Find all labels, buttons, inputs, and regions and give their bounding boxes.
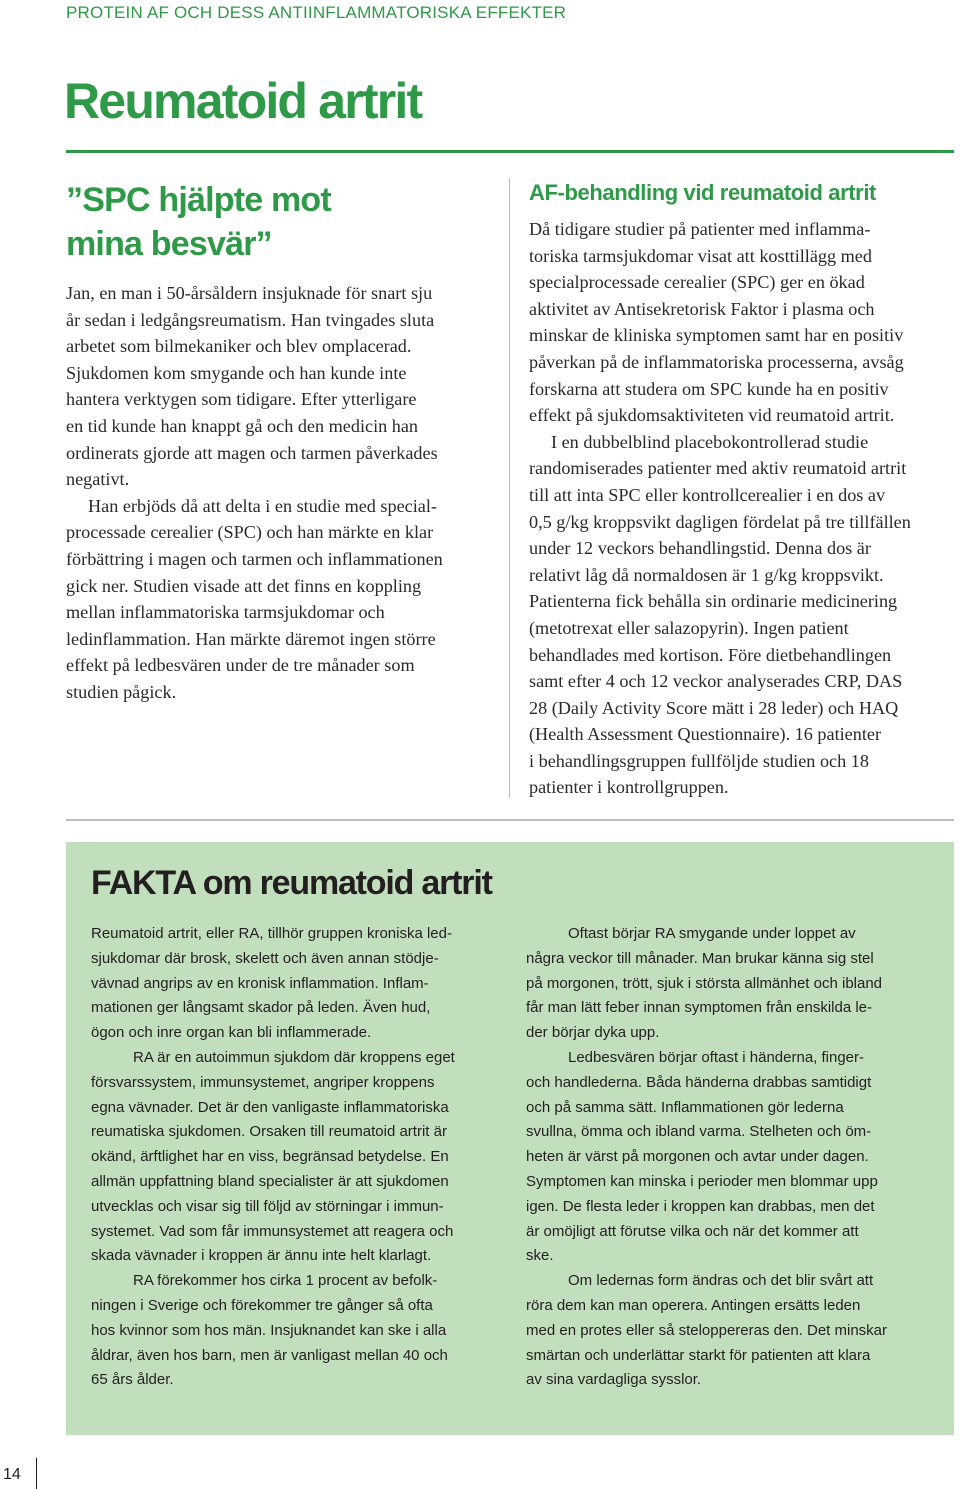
text-line: mationen ger långsamt skador på leden. Även hud,	[91, 999, 431, 1017]
af-heading: AF-behandling vid reumatoid artrit	[529, 180, 876, 205]
text-line: Symptomen kan minska i perioder men blommar upp	[526, 1172, 878, 1190]
text-line: på morgonen, trött, sjuk i största allmänhet och ibland	[526, 974, 883, 992]
quote-paragraph-1	[66, 280, 496, 493]
text-line: svullna, ömma och ibland varma. Stelheten och öm-	[526, 1123, 872, 1141]
text-line: försvarssystem, immunsystemet, angriper kroppens	[91, 1073, 435, 1091]
text-line: 0,5 g/kg kroppsvikt dagligen fördelat på tre tillfällen	[529, 511, 911, 532]
text-line: får man lätt feber innan symptomen från enskilda le-	[526, 999, 873, 1017]
text-line: Jan, en man i 50-årsåldern insjuknade för snart sju	[66, 283, 433, 303]
text-line: förbättring i magen och tarmen och inflammationen	[66, 548, 443, 569]
af-paragraph-1	[529, 216, 954, 429]
text-line: egna vävnader. Det är den vanligaste inflammatoriska	[91, 1098, 449, 1116]
text-line: relativt låg då normaldosen är 1 g/kg kroppsvikt.	[529, 564, 884, 585]
text-line: gick ner. Studien visade att det finns en koppling	[66, 575, 422, 596]
text-line: ske.	[526, 1247, 554, 1265]
text-line: till att inta SPC eller kontrollcerealier i en dos av	[529, 484, 886, 505]
text-line: (Health Assessment Questionnaire). 16 patienter	[529, 724, 882, 745]
text-line: en tid kunde han knappt gå och den medicin han	[66, 415, 419, 436]
text-line: allmän uppfattning bland specialister är att sjukdomen	[91, 1172, 449, 1190]
quote-column	[66, 178, 496, 706]
text-line: Då tidigare studier på patienter med inflamma-	[529, 219, 871, 239]
text-line: negativt.	[66, 469, 130, 490]
section-rule	[66, 819, 954, 821]
text-line: processade cerealier (SPC) och han märkte en klar	[66, 522, 434, 543]
text-line: mellan inflammatoriska tarmsjukdomar och	[66, 602, 385, 623]
text-line: heten är värst på morgonen och avtar under dagen.	[526, 1148, 869, 1166]
text-line: randomiserades patienter med aktiv reumatoid artrit	[529, 458, 907, 479]
title-rule	[66, 150, 954, 153]
text-line: effekt på sjukdomsaktiviteten vid reumatoid artrit.	[529, 405, 895, 426]
text-line: av sina vardagliga sysslor.	[526, 1371, 702, 1389]
text-line: 28 (Daily Activity Score mätt i 28 leder) och HAQ	[529, 697, 899, 718]
text-line: hantera verktygen som tidigare. Efter ytterligare	[66, 389, 417, 410]
fakta-paragraph	[526, 1269, 931, 1393]
text-line: Patienterna fick behålla sin ordinarie medicinering	[529, 591, 898, 612]
quote-body	[66, 280, 496, 706]
text-line: (metotrexat eller salazopyrin). Ingen patient	[529, 617, 849, 638]
text-line: Sjukdomen kom smygande och han kunde inte	[66, 362, 407, 383]
text-line: vävnad angrips av en kronisk inflammation. Inflam-	[91, 974, 429, 992]
text-line: behandlades med kortison. Före dietbehandlingen	[529, 644, 892, 665]
text-line: okänd, ärftlighet har en viss, begränsad betydelse. En	[91, 1148, 449, 1166]
text-line: Ledbesvären börjar oftast i händerna, finger-	[568, 1048, 865, 1066]
quote-paragraph-2	[66, 493, 496, 706]
quote-heading-line: ”SPC hjälpte mot	[66, 181, 331, 219]
text-line: i behandlingsgruppen fullföljde studien och 18	[529, 750, 869, 771]
text-line: år sedan i ledgångsreumatism. Han tvingades sluta	[66, 309, 435, 330]
text-line: Han erbjöds då att delta i en studie med special-	[88, 495, 437, 516]
text-line: ningen i Sverige och förekommer tre gånger så ofta	[91, 1296, 433, 1314]
text-line: och handlederna. Båda händerna drabbas samtidigt	[526, 1073, 872, 1091]
fakta-paragraph	[91, 1269, 501, 1393]
text-line: specialprocessade cerealier (SPC) ger en ökad	[529, 272, 865, 293]
text-line: RA är en autoimmun sjukdom där kroppens eget	[133, 1048, 455, 1066]
text-line: utvecklas och visar sig till följd av störningar i immun-	[91, 1197, 444, 1215]
text-line: Om ledernas form ändras och det blir svårt att	[568, 1272, 874, 1290]
text-line: 65 års ålder.	[91, 1371, 174, 1389]
text-line: reumatiska sjukdomen. Orsaken till reumatoid artrit är	[91, 1123, 447, 1141]
text-line: minskar de kliniska symptomen samt har en positiv	[529, 325, 904, 346]
text-line: aktivitet av Antisekretorisk Faktor i plasma och	[529, 298, 875, 319]
fakta-paragraph	[526, 922, 931, 1046]
text-line: effekt på ledbesvären under de tre månader som	[66, 655, 415, 676]
page-title: Reumatoid artrit	[64, 73, 422, 129]
text-line: I en dubbelblind placebokontrollerad studie	[551, 431, 869, 452]
text-line: igen. De flesta leder i kroppen kan drabbas, men det	[526, 1197, 875, 1215]
text-line: röra dem kan man operera. Antingen ersätts leden	[526, 1296, 861, 1314]
af-body	[529, 216, 954, 801]
text-line: åldrar, även hos barn, men är vanligast mellan 40 och	[91, 1346, 448, 1364]
fakta-paragraph	[91, 1046, 501, 1269]
fakta-paragraph	[526, 1046, 931, 1269]
fakta-left-column	[91, 922, 501, 1393]
text-line: patienter i kontrollgruppen.	[529, 777, 729, 798]
text-line: studien pågick.	[66, 681, 177, 702]
text-line: ledinflammation. Han märkte däremot ingen större	[66, 628, 436, 649]
text-line: och på samma sätt. Inflammationen gör lederna	[526, 1098, 844, 1116]
text-line: forskarna att studera om SPC kunde ha en positiv	[529, 378, 889, 399]
af-paragraph-2	[529, 429, 954, 801]
text-line: skada vävnader i kroppen är ännu inte helt klarlagt.	[91, 1247, 432, 1265]
text-line: sjukdomar där brosk, skelett och även annan stödje-	[91, 949, 439, 967]
text-line: der börjar dyka upp.	[526, 1024, 660, 1042]
text-line: med en protes eller så steloppereras den. Det minskar	[526, 1321, 888, 1339]
text-line: under 12 veckors behandlingstid. Denna dos är	[529, 538, 871, 559]
fakta-right-column	[526, 922, 931, 1393]
running-head: PROTEIN AF OCH DESS ANTIINFLAMMATORISKA EFFEKTER	[66, 3, 567, 22]
page-number	[0, 1466, 21, 1484]
page-number-text: 14	[3, 1466, 21, 1483]
af-section	[529, 176, 954, 801]
text-line: Oftast börjar RA smygande under loppet av	[568, 925, 856, 942]
page-number-rule	[36, 1458, 37, 1489]
quote-heading-line: mina besvär”	[66, 225, 272, 263]
text-line: RA förekommer hos cirka 1 procent av befolk-	[133, 1272, 438, 1290]
text-line: ordinerats gjorde att magen och tarmen påverkades	[66, 442, 438, 463]
text-line: hos kvinnor som hos män. Insjuknandet kan ske i alla	[91, 1321, 447, 1339]
text-line: samt efter 4 och 12 veckor analyserades CRP, DAS	[529, 671, 903, 692]
text-line: arbetet som bilmekaniker och blev omplacerad.	[66, 336, 412, 357]
text-line: smärtan och underlättar starkt för patienten att klara	[526, 1346, 871, 1364]
text-line: är omöjligt att förutse vilka och när det kommer att	[526, 1222, 859, 1240]
text-line: toriska tarmsjukdomar visat att kosttillägg med	[529, 245, 872, 266]
text-line: ögon och inre organ kan bli inflammerade.	[91, 1024, 372, 1042]
text-line: systemet. Vad som får immunsystemet att reagera och	[91, 1222, 454, 1240]
text-line: några veckor till månader. Man brukar känna sig stel	[526, 949, 874, 967]
text-line: Reumatoid artrit, eller RA, tillhör gruppen kroniska led-	[91, 925, 452, 942]
fakta-paragraph	[91, 922, 501, 1046]
fakta-box	[66, 842, 954, 1435]
quote-heading	[66, 178, 496, 266]
column-divider	[509, 178, 510, 798]
text-line: påverkan på de inflammatoriska processerna, avsåg	[529, 351, 904, 372]
fakta-title: FAKTA om reumatoid artrit	[91, 864, 492, 902]
